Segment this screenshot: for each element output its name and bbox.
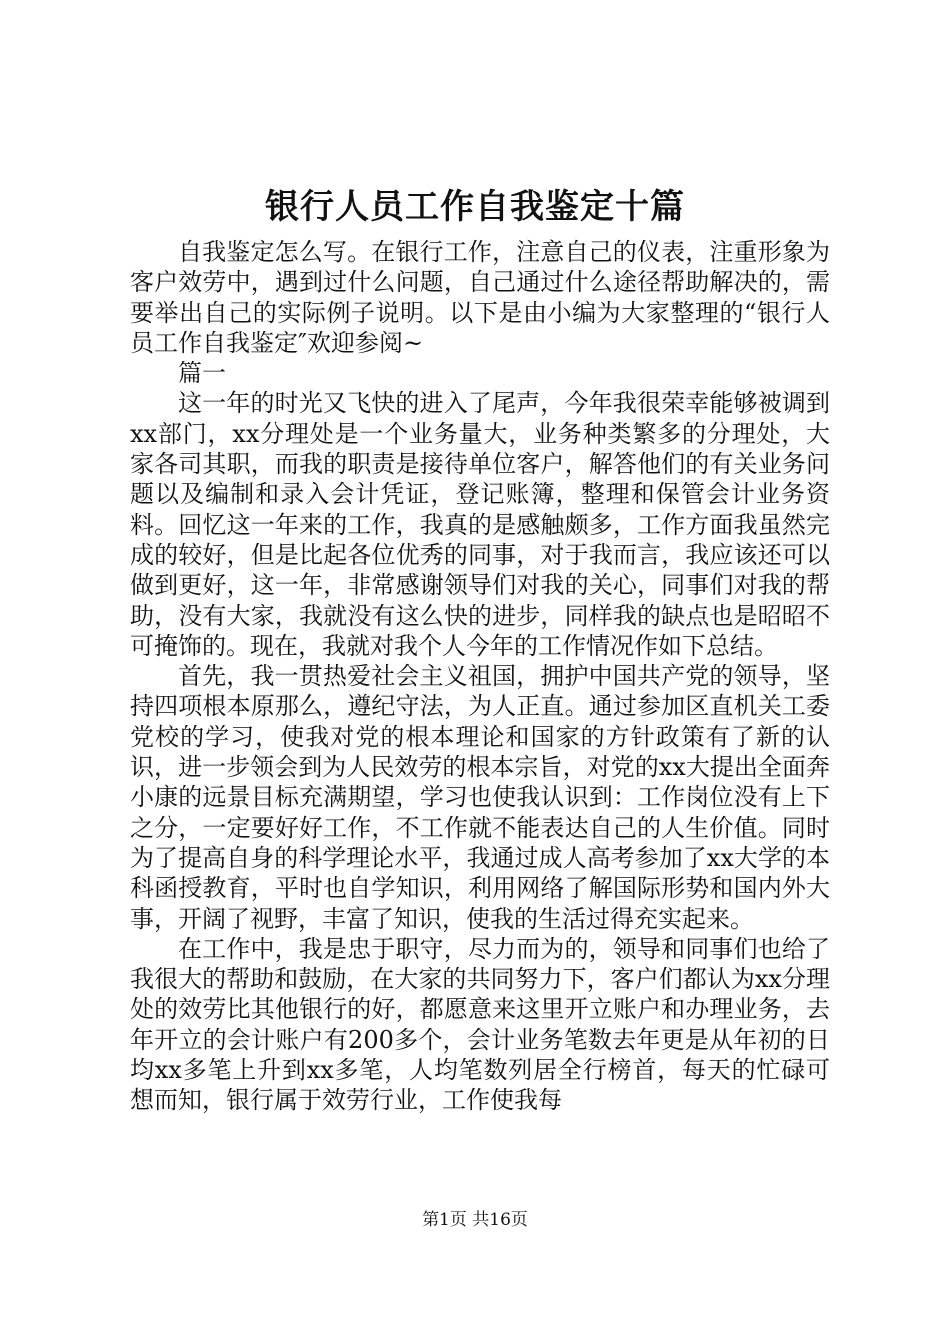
intro-paragraph: 自我鉴定怎么写。在银行工作，注意自己的仪表，注重形象为客户效劳中，遇到过什么问题，自己通过什么途径帮助解决的，需要举出自己的实际例子说明。以下是由小编为大家整理的“银行人员工作自我鉴定″欢迎参阅~ xyxy=(130,238,830,357)
body-paragraph-1: 这一年的时光又飞快的进入了尾声，今年我很荣幸能够被调到xx部门，xx分理处是一个业务量大，业务种类繁多的分理处，大家各司其职，而我的职责是接待单位客户，解答他们的有关业务问题以及编制和录入会计凭证，登记账簿，整理和保管会计业务资料。回忆这一年来的工作，我真的是感触颇多，工作方面我虽然完成的较好，但是比起各位优秀的同事，对于我而言，我应该还可以做到更好，这一年，非常感谢领导们对我的关心，同事们对我的帮助，没有大家，我就没有这么快的进步，同样我的缺点也是昭昭不可掩饰的。现在，我就对我个人今年的工作情况作如下总结。 xyxy=(130,389,830,660)
section-heading: 篇一 xyxy=(178,359,226,388)
document-body xyxy=(130,237,830,1116)
document-title: 银行人员工作自我鉴定十篇 xyxy=(265,187,685,227)
page-footer: 第1页 共16页 xyxy=(422,1210,528,1230)
body-paragraph-3: 在工作中，我是忠于职守，尽力而为的，领导和同事们也给了我很大的帮助和鼓励，在大家的共同努力下，客户们都认为xx分理处的效劳比其他银行的好，都愿意来这里开立账户和办理业务，去年开立的会计账户有200多个，会计业务笔数去年更是从年初的日均xx多笔上升到xx多笔，人均笔数列居全行榜首，每天的忙碌可想而知，银行属于效劳行业，工作使我每 xyxy=(130,934,830,1115)
body-paragraph-2: 首先，我一贯热爱社会主义祖国，拥护中国共产党的领导，坚持四项根本原那么，遵纪守法，为人正直。通过参加区直机关工委党校的学习，使我对党的根本理论和国家的方针政策有了新的认识，进一步领会到为人民效劳的根本宗旨，对党的xx大提出全面奔小康的远景目标充满期望，学习也使我认识到：工作岗位没有上下之分，一定要好好工作，不工作就不能表达自己的人生价值。同时为了提高自身的科学理论水平，我通过成人高考参加了xx大学的本科函授教育，平时也自学知识，利用网络了解国际形势和国内外大事，开阔了视野，丰富了知识，使我的生活过得充实起来。 xyxy=(130,662,830,933)
